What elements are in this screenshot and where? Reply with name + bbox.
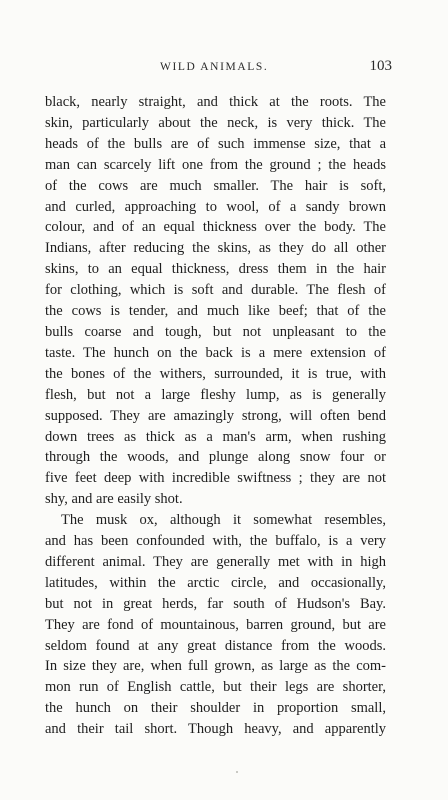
text-line: black, nearly straight, and thick at the roots. The bbox=[45, 94, 386, 110]
text-line: the hunch on their shoulder in proportion small, bbox=[45, 700, 386, 717]
text-line: latitudes, within the arctic circle, and occasionally, bbox=[45, 574, 386, 591]
text-line: down trees as thick as a man's arm, when rushing bbox=[45, 428, 386, 445]
paper-speck bbox=[236, 771, 238, 773]
text-line: colour, and of an equal thickness over the body. The bbox=[45, 219, 386, 236]
text-line: skins, to an equal thickness, dress them in the hair bbox=[45, 261, 386, 278]
text-line: but not in great herds, far south of Hudson's Bay. bbox=[45, 595, 386, 612]
text-line: supposed. They are amazingly strong, will often bend bbox=[45, 407, 386, 424]
text-line: seldom found at any great distance from the woods. bbox=[45, 637, 386, 654]
running-head: WILD ANIMALS. bbox=[160, 61, 269, 73]
text-line: In size they are, when full grown, as large as the com- bbox=[45, 658, 386, 675]
text-line: flesh, but not a large fleshy lump, as is generally bbox=[45, 386, 386, 403]
page-number: 103 bbox=[369, 58, 392, 74]
text-line: five feet deep with incredible swiftness ; they are not bbox=[45, 470, 386, 487]
paragraph bbox=[45, 510, 386, 740]
text-line: through the woods, and plunge along snow four or bbox=[45, 449, 386, 466]
text-line: the cows is tender, and much like beef; that of the bbox=[45, 303, 386, 320]
text-line: shy, and are easily shot. bbox=[45, 491, 183, 508]
text-line: for clothing, which is soft and durable. The flesh of bbox=[45, 282, 386, 299]
text-line: bulls coarse and tough, but not unpleasant to the bbox=[45, 323, 386, 340]
text-line: skin, particularly about the neck, is very thick. The bbox=[45, 114, 386, 131]
text-line: and has been confounded with, the buffalo, is a very bbox=[45, 533, 386, 550]
text-line: Indians, after reducing the skins, as they do all other bbox=[45, 240, 386, 257]
text-line: the bones of the withers, surrounded, it is true, with bbox=[45, 365, 386, 382]
text-line: and curled, approaching to wool, of a sandy brown bbox=[45, 198, 386, 215]
paragraph bbox=[45, 92, 386, 510]
text-line: They are fond of mountainous, barren ground, but are bbox=[45, 616, 386, 633]
body-text bbox=[45, 92, 386, 740]
text-line: mon run of English cattle, but their legs are shorter, bbox=[45, 679, 386, 696]
text-line: of the cows are much smaller. The hair is soft, bbox=[45, 177, 386, 194]
text-line: heads of the bulls are of such immense size, that a bbox=[45, 135, 386, 152]
text-line: different animal. They are generally met with in high bbox=[45, 553, 386, 570]
text-line: and their tail short. Though heavy, and apparently bbox=[45, 721, 386, 738]
text-line: man can scarcely lift one from the ground ; the heads bbox=[45, 156, 386, 173]
text-line: taste. The hunch on the back is a mere extension of bbox=[45, 344, 386, 361]
text-line: The musk ox, although it somewhat resembles, bbox=[61, 512, 386, 529]
